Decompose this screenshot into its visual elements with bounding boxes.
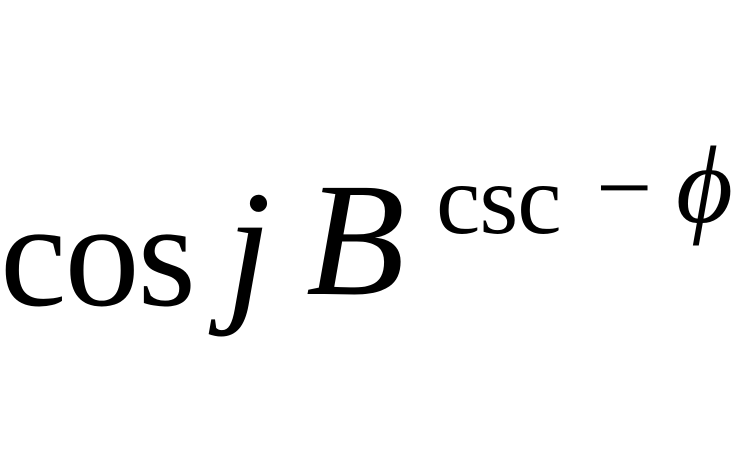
superscript-function-csc: csc xyxy=(436,144,561,255)
superscript-minus-sign: − xyxy=(596,132,653,243)
variable-j: j xyxy=(226,159,272,338)
function-cos: cos xyxy=(0,172,194,338)
superscript-phi-symbol: ϕ xyxy=(676,124,733,246)
variable-B: B xyxy=(306,151,405,330)
